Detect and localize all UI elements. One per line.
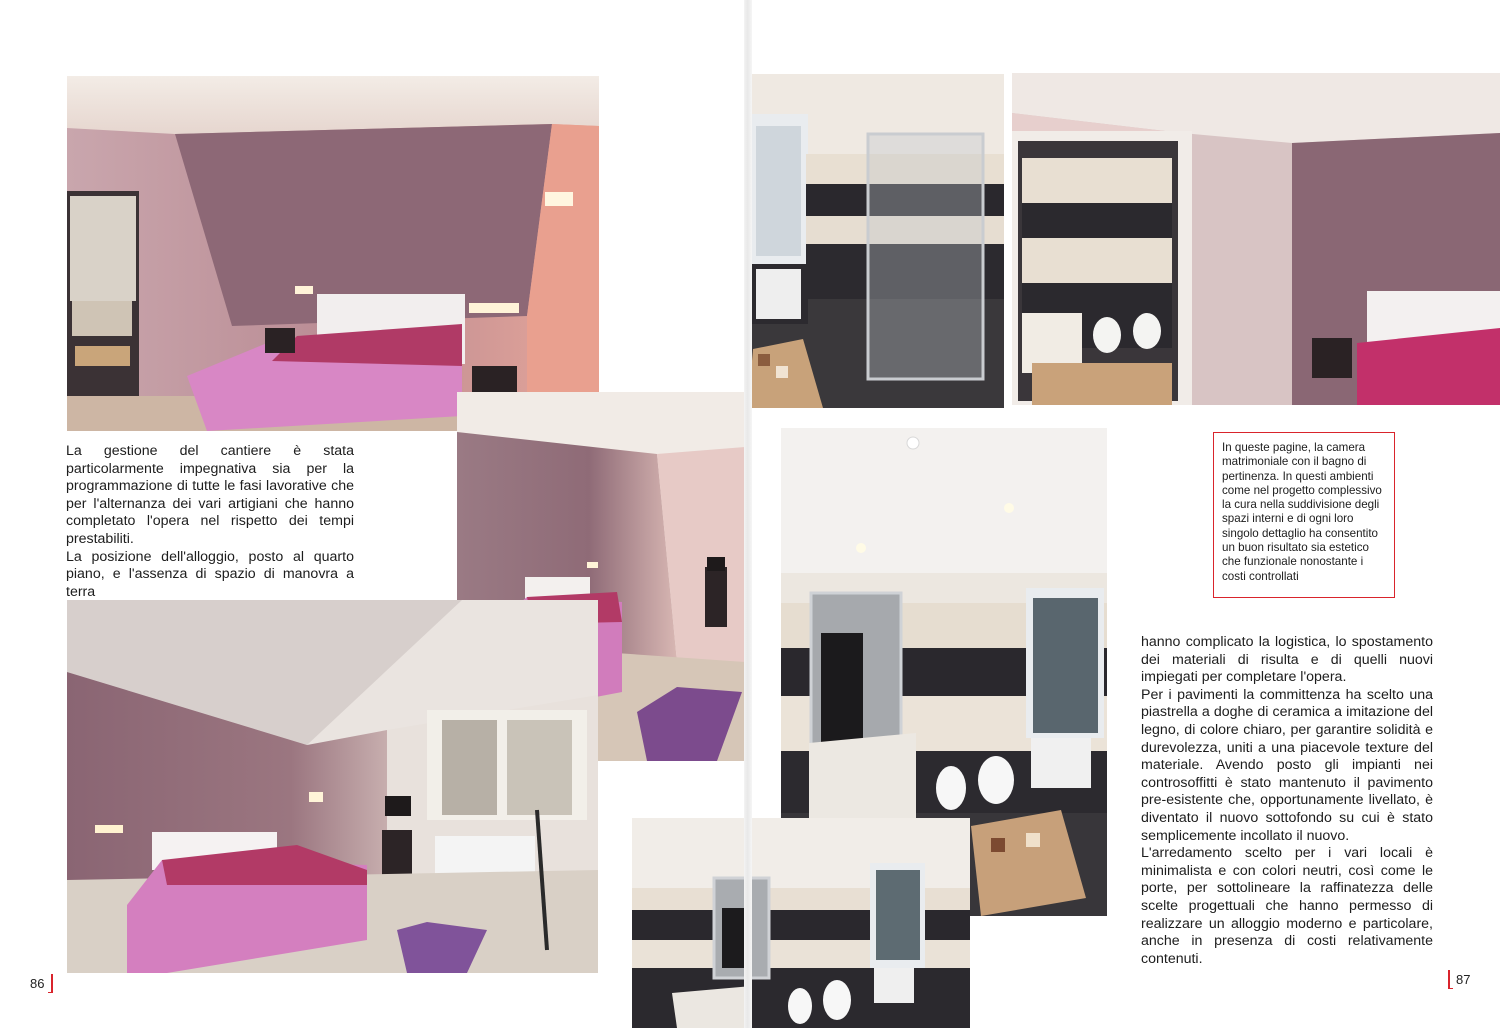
photo-bathroom-bottom bbox=[632, 818, 970, 1028]
left-paragraph-2: La posizione dell'alloggio, posto al quarto piano, e l'assenza di spazio di manovra a terra bbox=[66, 548, 354, 600]
page-number-right-mark bbox=[1448, 970, 1450, 988]
photo-caption-box: In queste pagine, la camera matrimoniale con il bagno di pertinenza. In questi ambienti come nel progetto complessivo la cura nella suddivisione degli spazi interni e di ogni loro singolo dettaglio ha consentito un buon risultato sia estetico che funzionale nonostante i costi controllati bbox=[1213, 432, 1395, 598]
page-number-left: 86 bbox=[30, 976, 45, 991]
page-number-left-rule bbox=[48, 992, 53, 993]
page-number-right: 87 bbox=[1456, 972, 1471, 987]
photo-bedroom-window bbox=[67, 600, 598, 973]
spine-gutter bbox=[744, 0, 752, 1028]
right-paragraph-3: L'arredamento scelto per i vari locali è minimalista e con colori neutri, così come le porte, per sottolineare la raffinatezza delle scelte progettuali che hanno permesso di realizzare un alloggio moderno e particolare, anche in presenza di costi relativamente contenuti. bbox=[1141, 845, 1433, 967]
right-paragraph-1: hanno complicato la logistica, lo spostamento dei materiali di risulta e di quelli nuovi impiegati per completare l'opera. bbox=[1141, 634, 1433, 686]
photo-bathroom-shower bbox=[748, 74, 1004, 408]
right-paragraph-2: Per i pavimenti la committenza ha scelto una piastrella a doghe di ceramica a imitazione del legno, di colore chiaro, per garantire solidità e durevolezza, uniti a una piacevole texture del materiale. Avendo posto gli impianti nei controsoffitti è stato mantenuto il pavimento pre-esistente che, opportunamente livellato, è diventato il nuovo sottofondo su cui è stato semplicemente incollato il nuovo. bbox=[1141, 686, 1433, 844]
photo-bedroom-with-doorway bbox=[67, 76, 599, 431]
left-page-body-text bbox=[66, 443, 354, 601]
left-paragraph-1: La gestione del cantiere è stata particolarmente impegnativa sia per la programmazione di tutte le fasi lavorative che per l'alternanza dei vari artigiani che hanno completato l'opera nel rispetto dei tempi prestabiliti. bbox=[66, 443, 354, 547]
page-number-left-mark bbox=[51, 974, 53, 992]
photo-bedroom-bathroom-door bbox=[1012, 73, 1500, 405]
page-number-right-rule bbox=[1448, 988, 1453, 989]
right-page-body-text bbox=[1141, 634, 1433, 968]
